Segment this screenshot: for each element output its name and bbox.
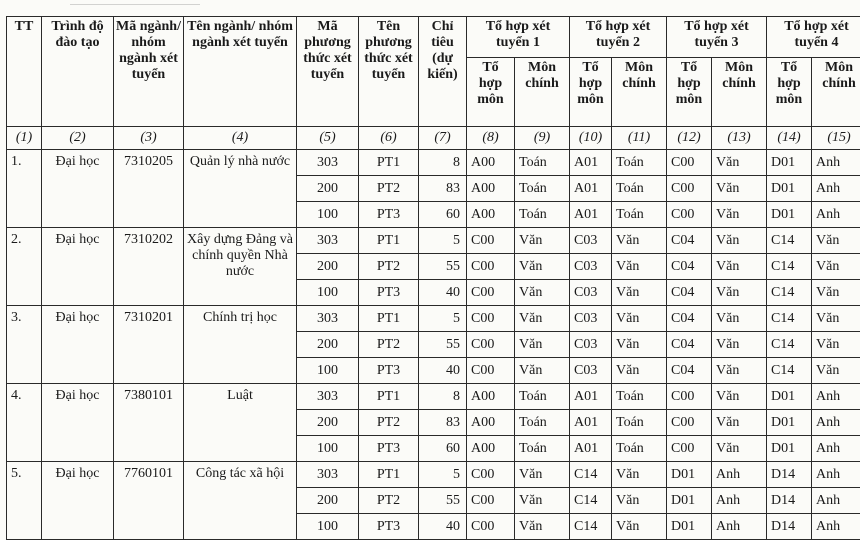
cell-subject-combo: C00 xyxy=(467,306,515,332)
cell-subject-combo: C04 xyxy=(667,358,712,384)
cell-subject-combo: A01 xyxy=(570,202,612,228)
table-row xyxy=(7,150,860,176)
table-body xyxy=(7,150,860,540)
cell-subject-combo: C00 xyxy=(667,436,712,462)
column-number: (14) xyxy=(767,127,812,150)
header-method-name: Tên phương thức xét tuyển xyxy=(359,17,419,127)
cell-subject-combo: C14 xyxy=(767,254,812,280)
cell-method-name: PT2 xyxy=(359,410,419,436)
cell-subject-combo: D01 xyxy=(767,202,812,228)
cell-method-code: 200 xyxy=(297,254,359,280)
cell-subject-combo: D01 xyxy=(767,150,812,176)
cell-subject-combo: C14 xyxy=(767,306,812,332)
cell-method-code: 200 xyxy=(297,176,359,202)
cell-method-code: 303 xyxy=(297,228,359,254)
cell-subject-combo: C00 xyxy=(667,202,712,228)
cell-method-code: 303 xyxy=(297,150,359,176)
cell-method-name: PT2 xyxy=(359,176,419,202)
column-number: (10) xyxy=(570,127,612,150)
cell-method-code: 200 xyxy=(297,410,359,436)
cell-subject-combo: A00 xyxy=(467,202,515,228)
cell-main-subject: Anh xyxy=(812,514,860,540)
header-combination-group-1: Tổ hợp xét tuyển 1 xyxy=(467,17,570,58)
cell-subject-combo: C04 xyxy=(667,254,712,280)
cell-quota: 5 xyxy=(419,306,467,332)
cell-method-code: 100 xyxy=(297,202,359,228)
cell-main-subject: Văn xyxy=(515,358,570,384)
cell-tt: 2. xyxy=(7,228,42,306)
cell-subject-combo: C00 xyxy=(467,358,515,384)
cell-subject-combo: C00 xyxy=(667,384,712,410)
cell-subject-combo: D14 xyxy=(767,488,812,514)
cell-main-subject: Văn xyxy=(515,306,570,332)
cell-method-name: PT3 xyxy=(359,514,419,540)
cell-subject-combo: C00 xyxy=(667,176,712,202)
column-number: (9) xyxy=(515,127,570,150)
cell-tt: 3. xyxy=(7,306,42,384)
cell-tt: 5. xyxy=(7,462,42,540)
header-program-code: Mã ngành/ nhóm ngành xét tuyển xyxy=(114,17,184,127)
cell-main-subject: Anh xyxy=(812,150,860,176)
cell-method-name: PT1 xyxy=(359,228,419,254)
cell-training-level: Đại học xyxy=(42,228,114,306)
header-quota: Chỉ tiêu (dự kiến) xyxy=(419,17,467,127)
column-number: (6) xyxy=(359,127,419,150)
cell-method-name: PT1 xyxy=(359,462,419,488)
cell-main-subject: Anh xyxy=(812,436,860,462)
cell-method-code: 100 xyxy=(297,358,359,384)
header-main-subject: Môn chính xyxy=(612,58,667,127)
table-row xyxy=(7,228,860,254)
cell-quota: 55 xyxy=(419,332,467,358)
column-number: (12) xyxy=(667,127,712,150)
cell-main-subject: Anh xyxy=(812,462,860,488)
cell-subject-combo: C03 xyxy=(570,280,612,306)
cell-method-code: 200 xyxy=(297,488,359,514)
column-number-row xyxy=(7,127,860,150)
cropped-text-remnant xyxy=(70,0,200,5)
cell-quota: 83 xyxy=(419,176,467,202)
cell-main-subject: Văn xyxy=(712,228,767,254)
cell-main-subject: Văn xyxy=(515,488,570,514)
cell-quota: 55 xyxy=(419,254,467,280)
cell-main-subject: Văn xyxy=(712,410,767,436)
cell-method-name: PT1 xyxy=(359,384,419,410)
cell-program-code: 7310201 xyxy=(114,306,184,384)
cell-main-subject: Anh xyxy=(812,384,860,410)
cell-subject-combo: C14 xyxy=(767,228,812,254)
cell-subject-combo: D01 xyxy=(667,462,712,488)
cell-quota: 60 xyxy=(419,436,467,462)
cell-main-subject: Văn xyxy=(515,332,570,358)
admission-table xyxy=(6,16,860,540)
cell-subject-combo: A01 xyxy=(570,176,612,202)
cell-subject-combo: A00 xyxy=(467,436,515,462)
column-number: (4) xyxy=(184,127,297,150)
column-number: (2) xyxy=(42,127,114,150)
cell-main-subject: Văn xyxy=(612,254,667,280)
cell-training-level: Đại học xyxy=(42,150,114,228)
cell-main-subject: Văn xyxy=(612,306,667,332)
cell-method-code: 303 xyxy=(297,306,359,332)
cell-quota: 55 xyxy=(419,488,467,514)
cell-main-subject: Văn xyxy=(812,280,860,306)
cell-main-subject: Anh xyxy=(812,410,860,436)
cell-quota: 40 xyxy=(419,280,467,306)
column-number: (13) xyxy=(712,127,767,150)
cell-quota: 5 xyxy=(419,462,467,488)
cell-program-name: Chính trị học xyxy=(184,306,297,384)
cell-main-subject: Văn xyxy=(812,358,860,384)
cell-subject-combo: A00 xyxy=(467,410,515,436)
header-training-level: Trình độ đào tạo xyxy=(42,17,114,127)
cell-subject-combo: C04 xyxy=(667,306,712,332)
cell-main-subject: Anh xyxy=(712,462,767,488)
cell-main-subject: Văn xyxy=(712,254,767,280)
cell-subject-combo: A01 xyxy=(570,384,612,410)
table-row xyxy=(7,384,860,410)
cell-main-subject: Toán xyxy=(612,150,667,176)
cell-tt: 4. xyxy=(7,384,42,462)
cell-method-code: 303 xyxy=(297,462,359,488)
header-combination-group-2: Tổ hợp xét tuyển 2 xyxy=(570,17,667,58)
cell-main-subject: Toán xyxy=(515,150,570,176)
cell-method-code: 303 xyxy=(297,384,359,410)
cell-main-subject: Văn xyxy=(712,306,767,332)
cell-main-subject: Anh xyxy=(712,488,767,514)
cell-main-subject: Văn xyxy=(812,306,860,332)
cell-main-subject: Văn xyxy=(612,228,667,254)
cell-program-code: 7310202 xyxy=(114,228,184,306)
cell-subject-combo: A00 xyxy=(467,176,515,202)
cell-quota: 8 xyxy=(419,384,467,410)
cell-subject-combo: D01 xyxy=(767,436,812,462)
cell-main-subject: Anh xyxy=(812,176,860,202)
cell-subject-combo: C14 xyxy=(767,332,812,358)
header-main-subject: Môn chính xyxy=(712,58,767,127)
table-row xyxy=(7,306,860,332)
cell-main-subject: Văn xyxy=(612,488,667,514)
cell-training-level: Đại học xyxy=(42,306,114,384)
cell-tt: 1. xyxy=(7,150,42,228)
cell-main-subject: Anh xyxy=(812,202,860,228)
cell-main-subject: Văn xyxy=(712,384,767,410)
cell-main-subject: Toán xyxy=(515,384,570,410)
cell-subject-combo: C04 xyxy=(667,280,712,306)
cell-method-name: PT2 xyxy=(359,254,419,280)
cell-subject-combo: C03 xyxy=(570,332,612,358)
cell-subject-combo: A00 xyxy=(467,384,515,410)
header-main-subject: Môn chính xyxy=(812,58,860,127)
cell-main-subject: Anh xyxy=(812,488,860,514)
cell-main-subject: Toán xyxy=(612,410,667,436)
cell-subject-combo: C00 xyxy=(467,228,515,254)
cell-subject-combo: C00 xyxy=(467,462,515,488)
cell-program-name: Xây dựng Đảng và chính quyền Nhà nước xyxy=(184,228,297,306)
cell-subject-combo: C14 xyxy=(767,358,812,384)
cell-method-code: 100 xyxy=(297,514,359,540)
cell-subject-combo: A01 xyxy=(570,150,612,176)
cell-subject-combo: C00 xyxy=(467,332,515,358)
cell-method-name: PT1 xyxy=(359,306,419,332)
cell-program-name: Công tác xã hội xyxy=(184,462,297,540)
cell-main-subject: Toán xyxy=(612,384,667,410)
cell-quota: 8 xyxy=(419,150,467,176)
cell-subject-combo: D01 xyxy=(767,410,812,436)
cell-main-subject: Văn xyxy=(712,436,767,462)
cell-subject-combo: C04 xyxy=(667,332,712,358)
header-combination-group-3: Tổ hợp xét tuyển 3 xyxy=(667,17,767,58)
cell-main-subject: Văn xyxy=(515,462,570,488)
cell-program-code: 7760101 xyxy=(114,462,184,540)
cell-subject-combo: D01 xyxy=(767,384,812,410)
cell-main-subject: Văn xyxy=(712,202,767,228)
cell-subject-combo: C00 xyxy=(667,410,712,436)
cell-main-subject: Toán xyxy=(612,176,667,202)
cell-method-name: PT3 xyxy=(359,280,419,306)
cell-main-subject: Văn xyxy=(515,228,570,254)
cell-subject-combo: C03 xyxy=(570,358,612,384)
cell-main-subject: Văn xyxy=(612,280,667,306)
cell-subject-combo: A00 xyxy=(467,150,515,176)
cell-subject-combo: C03 xyxy=(570,254,612,280)
header-subject-combo: Tổ hợp môn xyxy=(467,58,515,127)
cell-main-subject: Văn xyxy=(515,254,570,280)
column-number: (3) xyxy=(114,127,184,150)
cell-program-name: Quản lý nhà nước xyxy=(184,150,297,228)
cell-subject-combo: C00 xyxy=(667,150,712,176)
cell-subject-combo: D14 xyxy=(767,462,812,488)
cell-main-subject: Văn xyxy=(612,462,667,488)
cell-subject-combo: D01 xyxy=(667,514,712,540)
cell-subject-combo: C00 xyxy=(467,280,515,306)
cell-subject-combo: C14 xyxy=(767,280,812,306)
cell-subject-combo: C14 xyxy=(570,514,612,540)
cell-main-subject: Toán xyxy=(612,436,667,462)
cell-main-subject: Anh xyxy=(712,514,767,540)
cell-subject-combo: C04 xyxy=(667,228,712,254)
cell-main-subject: Toán xyxy=(515,202,570,228)
cell-method-code: 100 xyxy=(297,280,359,306)
cell-method-name: PT3 xyxy=(359,202,419,228)
cell-subject-combo: C14 xyxy=(570,462,612,488)
cell-main-subject: Văn xyxy=(612,332,667,358)
cell-main-subject: Văn xyxy=(515,280,570,306)
cell-method-code: 200 xyxy=(297,332,359,358)
cell-main-subject: Toán xyxy=(515,410,570,436)
cell-main-subject: Văn xyxy=(712,332,767,358)
column-number: (7) xyxy=(419,127,467,150)
cell-program-code: 7310205 xyxy=(114,150,184,228)
cell-training-level: Đại học xyxy=(42,462,114,540)
cell-quota: 40 xyxy=(419,358,467,384)
cell-subject-combo: D01 xyxy=(767,176,812,202)
cell-main-subject: Văn xyxy=(712,280,767,306)
column-number: (15) xyxy=(812,127,860,150)
header-row-main xyxy=(7,17,860,58)
cell-main-subject: Văn xyxy=(712,150,767,176)
cell-method-name: PT3 xyxy=(359,358,419,384)
cell-main-subject: Văn xyxy=(515,514,570,540)
cell-method-name: PT2 xyxy=(359,332,419,358)
column-number: (1) xyxy=(7,127,42,150)
cell-main-subject: Văn xyxy=(612,358,667,384)
table-row xyxy=(7,462,860,488)
cell-subject-combo: D01 xyxy=(667,488,712,514)
header-program-name: Tên ngành/ nhóm ngành xét tuyển xyxy=(184,17,297,127)
cell-method-code: 100 xyxy=(297,436,359,462)
cell-quota: 60 xyxy=(419,202,467,228)
cell-subject-combo: C03 xyxy=(570,306,612,332)
cell-subject-combo: C03 xyxy=(570,228,612,254)
cell-method-name: PT3 xyxy=(359,436,419,462)
cell-program-code: 7380101 xyxy=(114,384,184,462)
cell-subject-combo: A01 xyxy=(570,410,612,436)
cell-main-subject: Văn xyxy=(712,176,767,202)
header-method-code: Mã phương thức xét tuyển xyxy=(297,17,359,127)
header-tt: TT xyxy=(7,17,42,127)
cell-quota: 5 xyxy=(419,228,467,254)
cell-subject-combo: C00 xyxy=(467,254,515,280)
cell-main-subject: Văn xyxy=(812,332,860,358)
cell-main-subject: Toán xyxy=(612,202,667,228)
cell-main-subject: Toán xyxy=(515,436,570,462)
column-number: (8) xyxy=(467,127,515,150)
cell-program-name: Luật xyxy=(184,384,297,462)
header-subject-combo: Tổ hợp môn xyxy=(667,58,712,127)
cell-quota: 83 xyxy=(419,410,467,436)
header-subject-combo: Tổ hợp môn xyxy=(570,58,612,127)
column-number: (5) xyxy=(297,127,359,150)
cell-main-subject: Văn xyxy=(812,228,860,254)
cell-quota: 40 xyxy=(419,514,467,540)
cell-training-level: Đại học xyxy=(42,384,114,462)
cell-main-subject: Văn xyxy=(712,358,767,384)
cell-subject-combo: C00 xyxy=(467,488,515,514)
cell-subject-combo: A01 xyxy=(570,436,612,462)
header-combination-group-4: Tổ hợp xét tuyển 4 xyxy=(767,17,860,58)
cell-main-subject: Văn xyxy=(812,254,860,280)
header-main-subject: Môn chính xyxy=(515,58,570,127)
cell-main-subject: Văn xyxy=(612,514,667,540)
column-number: (11) xyxy=(612,127,667,150)
cell-method-name: PT1 xyxy=(359,150,419,176)
cell-subject-combo: C14 xyxy=(570,488,612,514)
header-subject-combo: Tổ hợp môn xyxy=(767,58,812,127)
cell-subject-combo: D14 xyxy=(767,514,812,540)
cell-subject-combo: C00 xyxy=(467,514,515,540)
cell-method-name: PT2 xyxy=(359,488,419,514)
cell-main-subject: Toán xyxy=(515,176,570,202)
